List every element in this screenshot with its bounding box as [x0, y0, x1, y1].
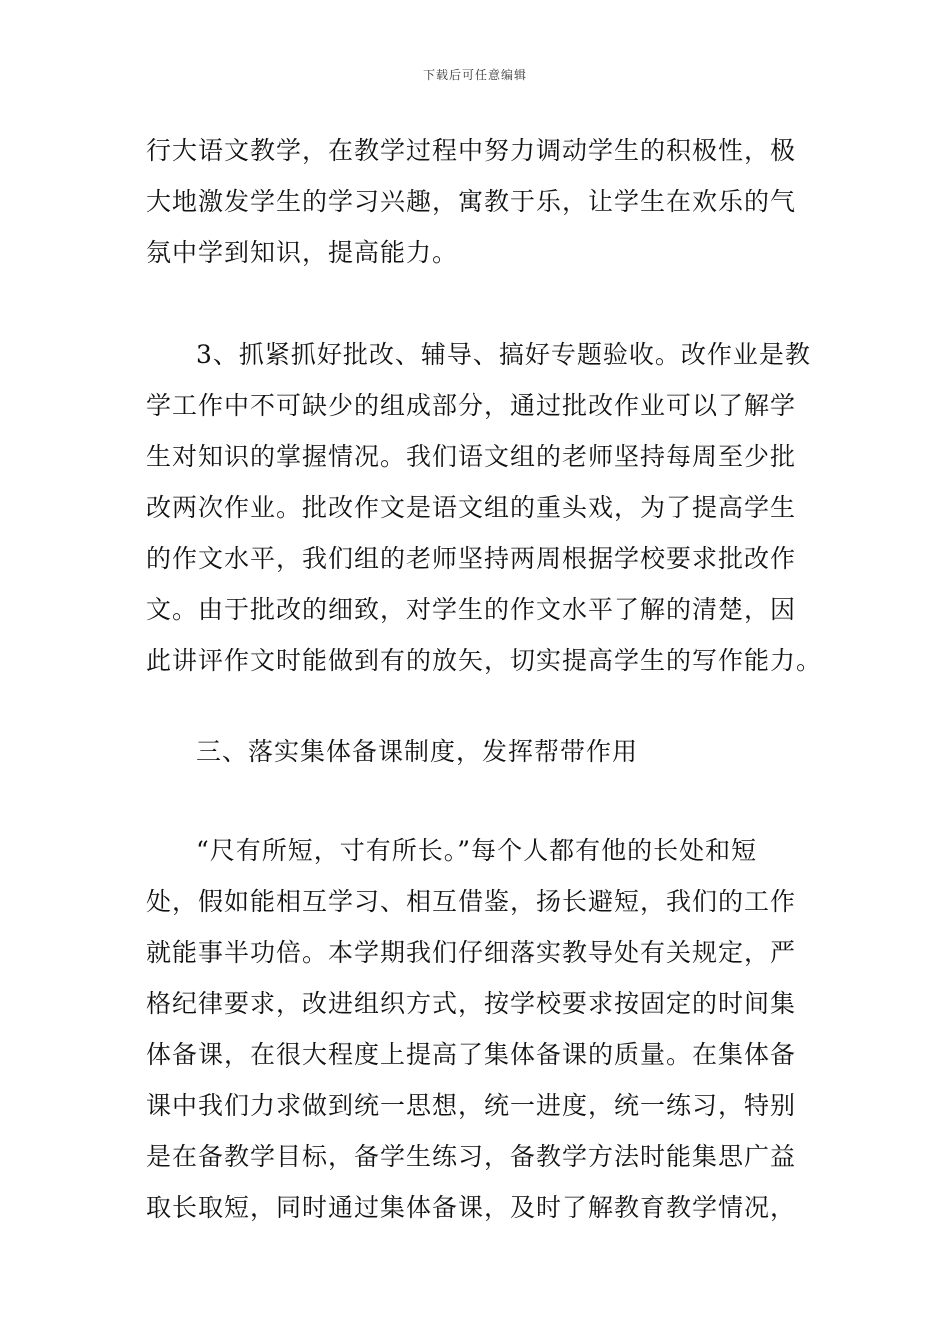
- paragraph-line: 处，假如能相互学习、相互借鉴，扬长避短，我们的工作: [146, 887, 797, 916]
- paragraph-line: 此讲评作文时能做到有的放矢，切实提高学生的写作能力。: [146, 646, 823, 675]
- paragraph-line: 文。由于批改的细致，对学生的作文水平了解的清楚，因: [146, 595, 797, 624]
- paragraph-line: 的作文水平，我们组的老师坚持两周根据学校要求批改作: [146, 544, 797, 573]
- paragraph-line: “尺有所短，寸有所长。”每个人都有他的长处和短: [196, 836, 758, 865]
- paragraph-line: 氛中学到知识，提高能力。: [146, 238, 459, 267]
- paragraph-line: 学工作中不可缺少的组成部分，通过批改作业可以了解学: [146, 391, 797, 420]
- paragraph-line: 改两次作业。批改作文是语文组的重头戏，为了提高学生: [146, 493, 797, 522]
- paragraph-line: 行大语文教学，在教学过程中努力调动学生的积极性，极: [146, 136, 797, 165]
- paragraph-line: 生对知识的掌握情况。我们语文组的老师坚持每周至少批: [146, 442, 797, 471]
- paragraph-line: 3、抓紧抓好批改、辅导、搞好专题验收。改作业是教: [196, 340, 811, 369]
- header-note: 下载后可任意编辑: [422, 68, 527, 82]
- paragraph-line: 是在备教学目标，备学生练习，备教学方法时能集思广益: [146, 1142, 797, 1171]
- paragraph-line: 取长取短，同时通过集体备课，及时了解教育教学情况，: [146, 1193, 797, 1222]
- paragraph-line: 格纪律要求，改进组织方式，按学校要求按固定的时间集: [146, 989, 797, 1018]
- paragraph-line: 就能事半功倍。本学期我们仔细落实教导处有关规定，严: [146, 938, 797, 967]
- paragraph-line: 大地激发学生的学习兴趣，寓教于乐，让学生在欢乐的气: [146, 187, 797, 216]
- paragraph-line: 课中我们力求做到统一思想，统一进度，统一练习，特别: [146, 1091, 797, 1120]
- section-heading: 三、落实集体备课制度，发挥帮带作用: [196, 737, 639, 766]
- paragraph-line: 体备课，在很大程度上提高了集体备课的质量。在集体备: [146, 1040, 797, 1069]
